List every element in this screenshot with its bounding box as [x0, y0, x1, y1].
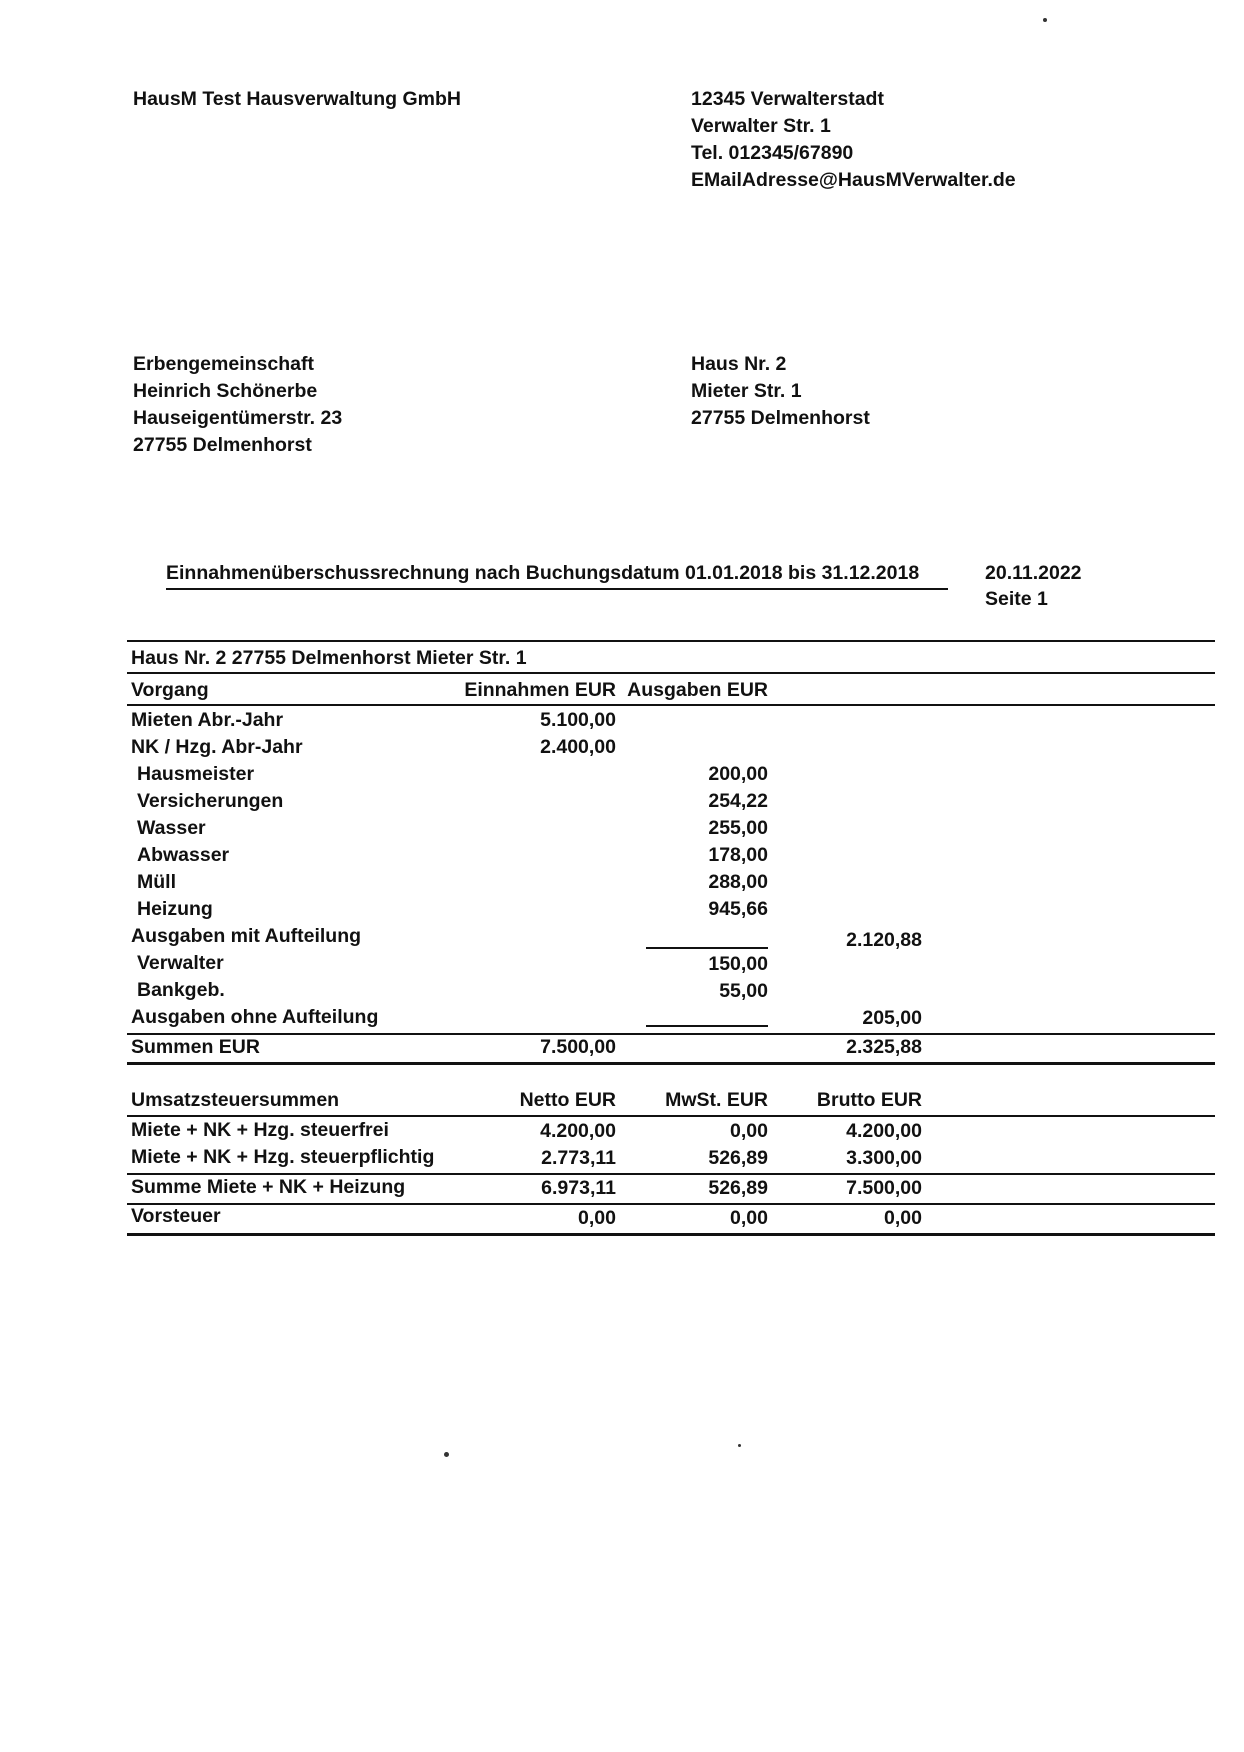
list-item: Versicherungen — [137, 790, 284, 812]
table-header: Haus Nr. 2 27755 Delmenhorst Mieter Str. 1 — [131, 647, 527, 669]
title-underline — [166, 588, 948, 590]
columns-rule — [127, 704, 1215, 706]
expense-value: 55,00 — [719, 980, 768, 1002]
totals-income: 7.500,00 — [540, 1036, 616, 1058]
expense-value: 254,22 — [708, 790, 768, 812]
scan-speck — [738, 1444, 741, 1447]
sender-phone: Tel. 012345/67890 — [691, 142, 854, 164]
list-item: Verwalter — [137, 952, 224, 974]
recipient-line1: Erbengemeinschaft — [133, 353, 314, 375]
property-line1: Haus Nr. 2 — [691, 353, 787, 375]
list-item: Heizung — [137, 898, 213, 920]
vat-row-mwst: 526,89 — [708, 1147, 768, 1169]
list-item: Abwasser — [137, 844, 230, 866]
vat-row-netto: 2.773,11 — [541, 1147, 616, 1169]
table-top-rule — [127, 640, 1215, 642]
income-value: 2.400,00 — [540, 736, 616, 758]
totals-top-rule — [127, 1033, 1215, 1035]
expense-value: 178,00 — [708, 844, 768, 866]
income-value: 5.100,00 — [540, 709, 616, 731]
subtotal-rule — [646, 947, 768, 949]
vat-row-label: Miete + NK + Hzg. steuerfrei — [131, 1119, 389, 1141]
sender-city: 12345 Verwalterstadt — [691, 88, 884, 110]
totals-bottom-rule — [127, 1062, 1215, 1065]
vat-inputtax-mwst: 0,00 — [730, 1207, 768, 1229]
scan-speck — [1043, 18, 1047, 22]
list-item: NK / Hzg. Abr-Jahr — [131, 736, 303, 758]
vat-inputtax-netto: 0,00 — [578, 1207, 616, 1229]
subtotal-rule — [646, 1025, 768, 1027]
list-item: Wasser — [137, 817, 206, 839]
header-rule — [127, 672, 1215, 674]
expense-value: 150,00 — [708, 953, 768, 975]
vat-bottom-rule — [127, 1233, 1215, 1236]
col-ausgaben: Ausgaben EUR — [627, 679, 768, 701]
vat-sum-netto: 6.973,11 — [541, 1177, 616, 1199]
col-einnahmen: Einnahmen EUR — [464, 679, 616, 701]
vat-row-netto: 4.200,00 — [540, 1120, 616, 1142]
sender-email: EMailAdresse@HausMVerwalter.de — [691, 169, 1016, 191]
totals-expenses: 2.325,88 — [846, 1036, 922, 1058]
property-line3: 27755 Delmenhorst — [691, 407, 870, 429]
property-line2: Mieter Str. 1 — [691, 380, 802, 402]
page-number: Seite 1 — [985, 588, 1048, 610]
vat-sum-label: Summe Miete + NK + Heizung — [131, 1176, 406, 1198]
sender-company: HausM Test Hausverwaltung GmbH — [133, 88, 461, 110]
recipient-line3: Hauseigentümerstr. 23 — [133, 407, 343, 429]
scan-speck — [444, 1452, 449, 1457]
report-date: 20.11.2022 — [985, 562, 1082, 584]
list-item: Mieten Abr.-Jahr — [131, 709, 284, 731]
vat-row-label: Miete + NK + Hzg. steuerpflichtig — [131, 1146, 435, 1168]
col-vorgang: Vorgang — [131, 679, 209, 701]
vat-inputtax-label: Vorsteuer — [131, 1205, 221, 1227]
vat-row-brutto: 4.200,00 — [846, 1120, 922, 1142]
vat-row-mwst: 0,00 — [730, 1120, 768, 1142]
recipient-line2: Heinrich Schönerbe — [133, 380, 318, 402]
nosplit-subtotal-label: Ausgaben ohne Aufteilung — [131, 1006, 379, 1028]
property-address — [691, 351, 870, 432]
list-item: Müll — [137, 871, 176, 893]
recipient-line4: 27755 Delmenhorst — [133, 434, 312, 456]
vat-inputtax-brutto: 0,00 — [884, 1207, 922, 1229]
expense-value: 200,00 — [708, 763, 768, 785]
vat-col-label: Umsatzsteuersummen — [131, 1089, 340, 1111]
list-item: Bankgeb. — [137, 979, 225, 1001]
list-item: Hausmeister — [137, 763, 255, 785]
vat-sum-brutto: 7.500,00 — [846, 1177, 922, 1199]
report-title: Einnahmenüberschussrechnung nach Buchungsdatum 01.01.2018 bis 31.12.2018 — [166, 562, 920, 584]
split-subtotal-value: 2.120,88 — [846, 929, 922, 951]
sender-address — [691, 86, 1016, 194]
expense-value: 945,66 — [708, 898, 768, 920]
sender-street: Verwalter Str. 1 — [691, 115, 831, 137]
vat-sum-mwst: 526,89 — [708, 1177, 768, 1199]
totals-label: Summen EUR — [131, 1036, 260, 1058]
split-subtotal-label: Ausgaben mit Aufteilung — [131, 925, 362, 947]
nosplit-subtotal-value: 205,00 — [862, 1007, 922, 1029]
expense-value: 288,00 — [708, 871, 768, 893]
vat-col-mwst: MwSt. EUR — [665, 1089, 768, 1111]
vat-row-brutto: 3.300,00 — [846, 1147, 922, 1169]
expense-value: 255,00 — [708, 817, 768, 839]
vat-col-brutto: Brutto EUR — [816, 1089, 922, 1111]
vat-col-netto: Netto EUR — [519, 1089, 616, 1111]
recipient-address — [133, 351, 342, 459]
